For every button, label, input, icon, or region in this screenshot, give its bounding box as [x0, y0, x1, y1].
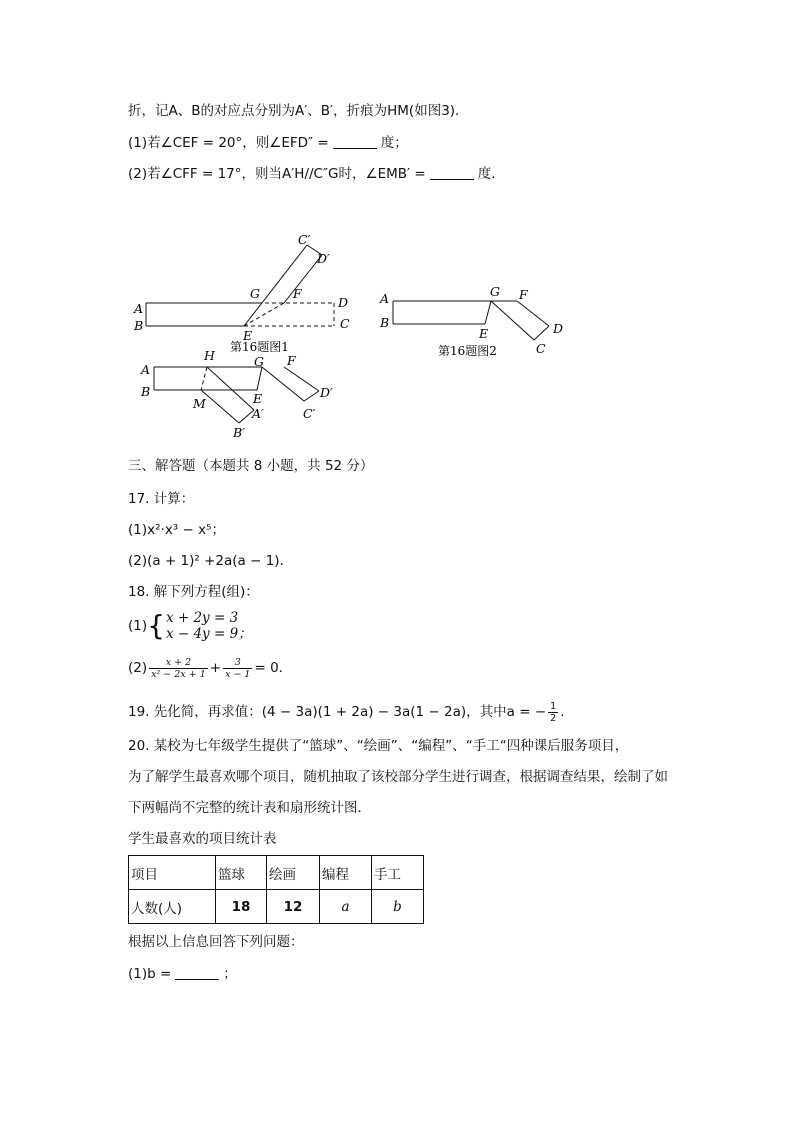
q20-part1 — [128, 964, 237, 984]
table-header-cell: 项目 — [129, 856, 216, 890]
fig1-label-D-prime: D′ — [317, 251, 330, 266]
q19-fraction — [548, 701, 558, 724]
table-header-cell: 绘画 — [267, 856, 320, 890]
table-header-cell: 编程 — [320, 856, 372, 890]
q16-part1-unit: 度； — [380, 135, 408, 151]
fig3-label-B: B — [141, 384, 151, 399]
fig2-label-A: A — [380, 291, 390, 306]
table-title: 学生最喜欢的项目统计表 — [128, 831, 277, 847]
fig1-label-B: B — [134, 318, 144, 333]
table-cell: a — [320, 890, 372, 924]
fig3-label-A-prime: A′ — [252, 406, 264, 421]
fig1-label-C: C — [340, 316, 350, 331]
fig3-crease-HM — [201, 367, 207, 390]
q18-part2 — [128, 655, 292, 681]
brace-symbol: { — [147, 609, 165, 642]
fig2-label-E: E — [479, 326, 489, 341]
fig2-label-D: D — [553, 321, 564, 336]
q16-part2-text: (2)若∠CFF = 17°，则当A′H//C″G时，∠EMB′ = — [128, 166, 426, 182]
fig1-label-F: F — [293, 286, 302, 301]
q18-tail: = 0． — [254, 660, 293, 676]
fig3-label-B-prime: B′ — [233, 425, 246, 440]
fig3-label-A: A — [141, 362, 151, 377]
fig3-flap-lower — [201, 390, 239, 423]
q18-stem: 18. 解下列方程(组)： — [128, 584, 259, 600]
table-header-row — [129, 856, 424, 890]
q16-part2-unit: 度. — [477, 166, 496, 182]
q18-eq2: x − 4y = 9； — [165, 626, 252, 642]
fig3-label-D-prime: D′ — [320, 385, 333, 400]
fig2-strip-end — [534, 326, 549, 340]
q16-part1-text: (1)若∠CEF = 20°，则∠EFD″ = — [128, 135, 329, 151]
q20-part1-end: ； — [223, 966, 237, 982]
fig2-label-C: C — [536, 341, 546, 356]
table-header-cell: 手工 — [372, 856, 424, 890]
table-row — [129, 890, 424, 924]
q18-frac1-den: x² − 2x + 1 — [151, 668, 206, 680]
q18-part2-prefix: (2) — [128, 660, 148, 676]
fig2-label-G: G — [490, 284, 500, 299]
q19-end: . — [560, 704, 565, 720]
q19-frac-den: 2 — [550, 712, 557, 724]
q20-instruction: 根据以上信息回答下列问题： — [128, 934, 304, 950]
q18-frac1-num: x + 2 — [149, 657, 208, 669]
fig3-label-G: G — [254, 354, 264, 369]
fig1-dashed-diag — [244, 303, 284, 326]
fig2-label-F: F — [519, 287, 528, 302]
fig2-strip-upper — [491, 301, 534, 340]
fig3-strip-lower — [284, 367, 319, 391]
fig2-fold-line — [485, 301, 491, 324]
fig3-label-H: H — [204, 348, 215, 363]
q19-frac-num: 1 — [550, 700, 557, 712]
section-title: 三、解答题（本题共 8 小题，共 52 分） — [128, 458, 374, 474]
fig2-strip-lower — [517, 301, 549, 326]
q18-eq1: x + 2y = 3 — [165, 610, 239, 626]
fig1-caption: 第16题图1 — [230, 340, 289, 354]
q18-part1-prefix: (1) — [128, 618, 148, 634]
q18-fraction-1 — [149, 657, 208, 680]
fig3-fold-EG — [257, 367, 262, 390]
q17-stem: 17. 计算： — [128, 491, 195, 507]
fig3-strip-upper — [262, 367, 304, 401]
q19 — [128, 700, 564, 724]
q20-part1-text: (1)b = — [128, 966, 172, 982]
table-cell: 18 — [216, 890, 267, 924]
fig3-label-F: F — [287, 353, 296, 368]
table-cell: b — [372, 890, 424, 924]
fig1-label-A: A — [134, 301, 144, 316]
fig3-label-M: M — [193, 396, 206, 411]
fig3-label-C-prime: C′ — [303, 406, 316, 421]
q18-frac2-num: 3 — [223, 657, 252, 669]
stats-table — [128, 855, 424, 924]
fig2-label-B: B — [380, 315, 390, 330]
fig1-label-G: G — [250, 286, 260, 301]
q20-line1: 20. 某校为七年级学生提供了“篮球”、“绘画”、“编程”、“手工“四种课后服务项目， — [128, 738, 629, 754]
q18-frac2-den: x − 1 — [225, 668, 251, 680]
q20-line3: 下两幅尚不完整的统计表和扇形统计图． — [128, 800, 371, 816]
fig1-label-E: E — [243, 328, 253, 343]
q20-line2: 为了解学生最喜欢哪个项目，随机抽取了该校部分学生进行调查，根据调查结果，绘制了如 — [128, 769, 668, 785]
q17-part1: (1)x²·x³ − x⁵； — [128, 522, 226, 538]
q20-part1-blank[interactable] — [175, 965, 219, 980]
q18-plus: + — [209, 660, 222, 676]
q18-fraction-2 — [223, 657, 252, 680]
table-cell: 12 — [267, 890, 320, 924]
intro-line: 折，记A、B的对应点分别为A′、B′，折痕为HM(如图3)． — [128, 103, 469, 119]
table-cell: 人数(人) — [129, 890, 216, 924]
fig3-flap-upper — [207, 367, 254, 410]
q18-part1 — [128, 610, 252, 642]
fig3-strip-end — [304, 391, 319, 401]
q19-text: 19. 先化简，再求值：(4 − 3a)(1 + 2a) − 3a(1 − 2a)，其中a = − — [128, 704, 547, 720]
q18-system — [166, 610, 252, 642]
q17-part2: (2)(a + 1)² +2a(a − 1)． — [128, 553, 294, 569]
fig2-caption: 第16题图2 — [438, 344, 497, 358]
fig1-label-D: D — [338, 295, 349, 310]
fig3-label-E: E — [253, 391, 263, 406]
fig1-label-C-prime: C′ — [298, 232, 311, 247]
table-header-cell: 篮球 — [216, 856, 267, 890]
